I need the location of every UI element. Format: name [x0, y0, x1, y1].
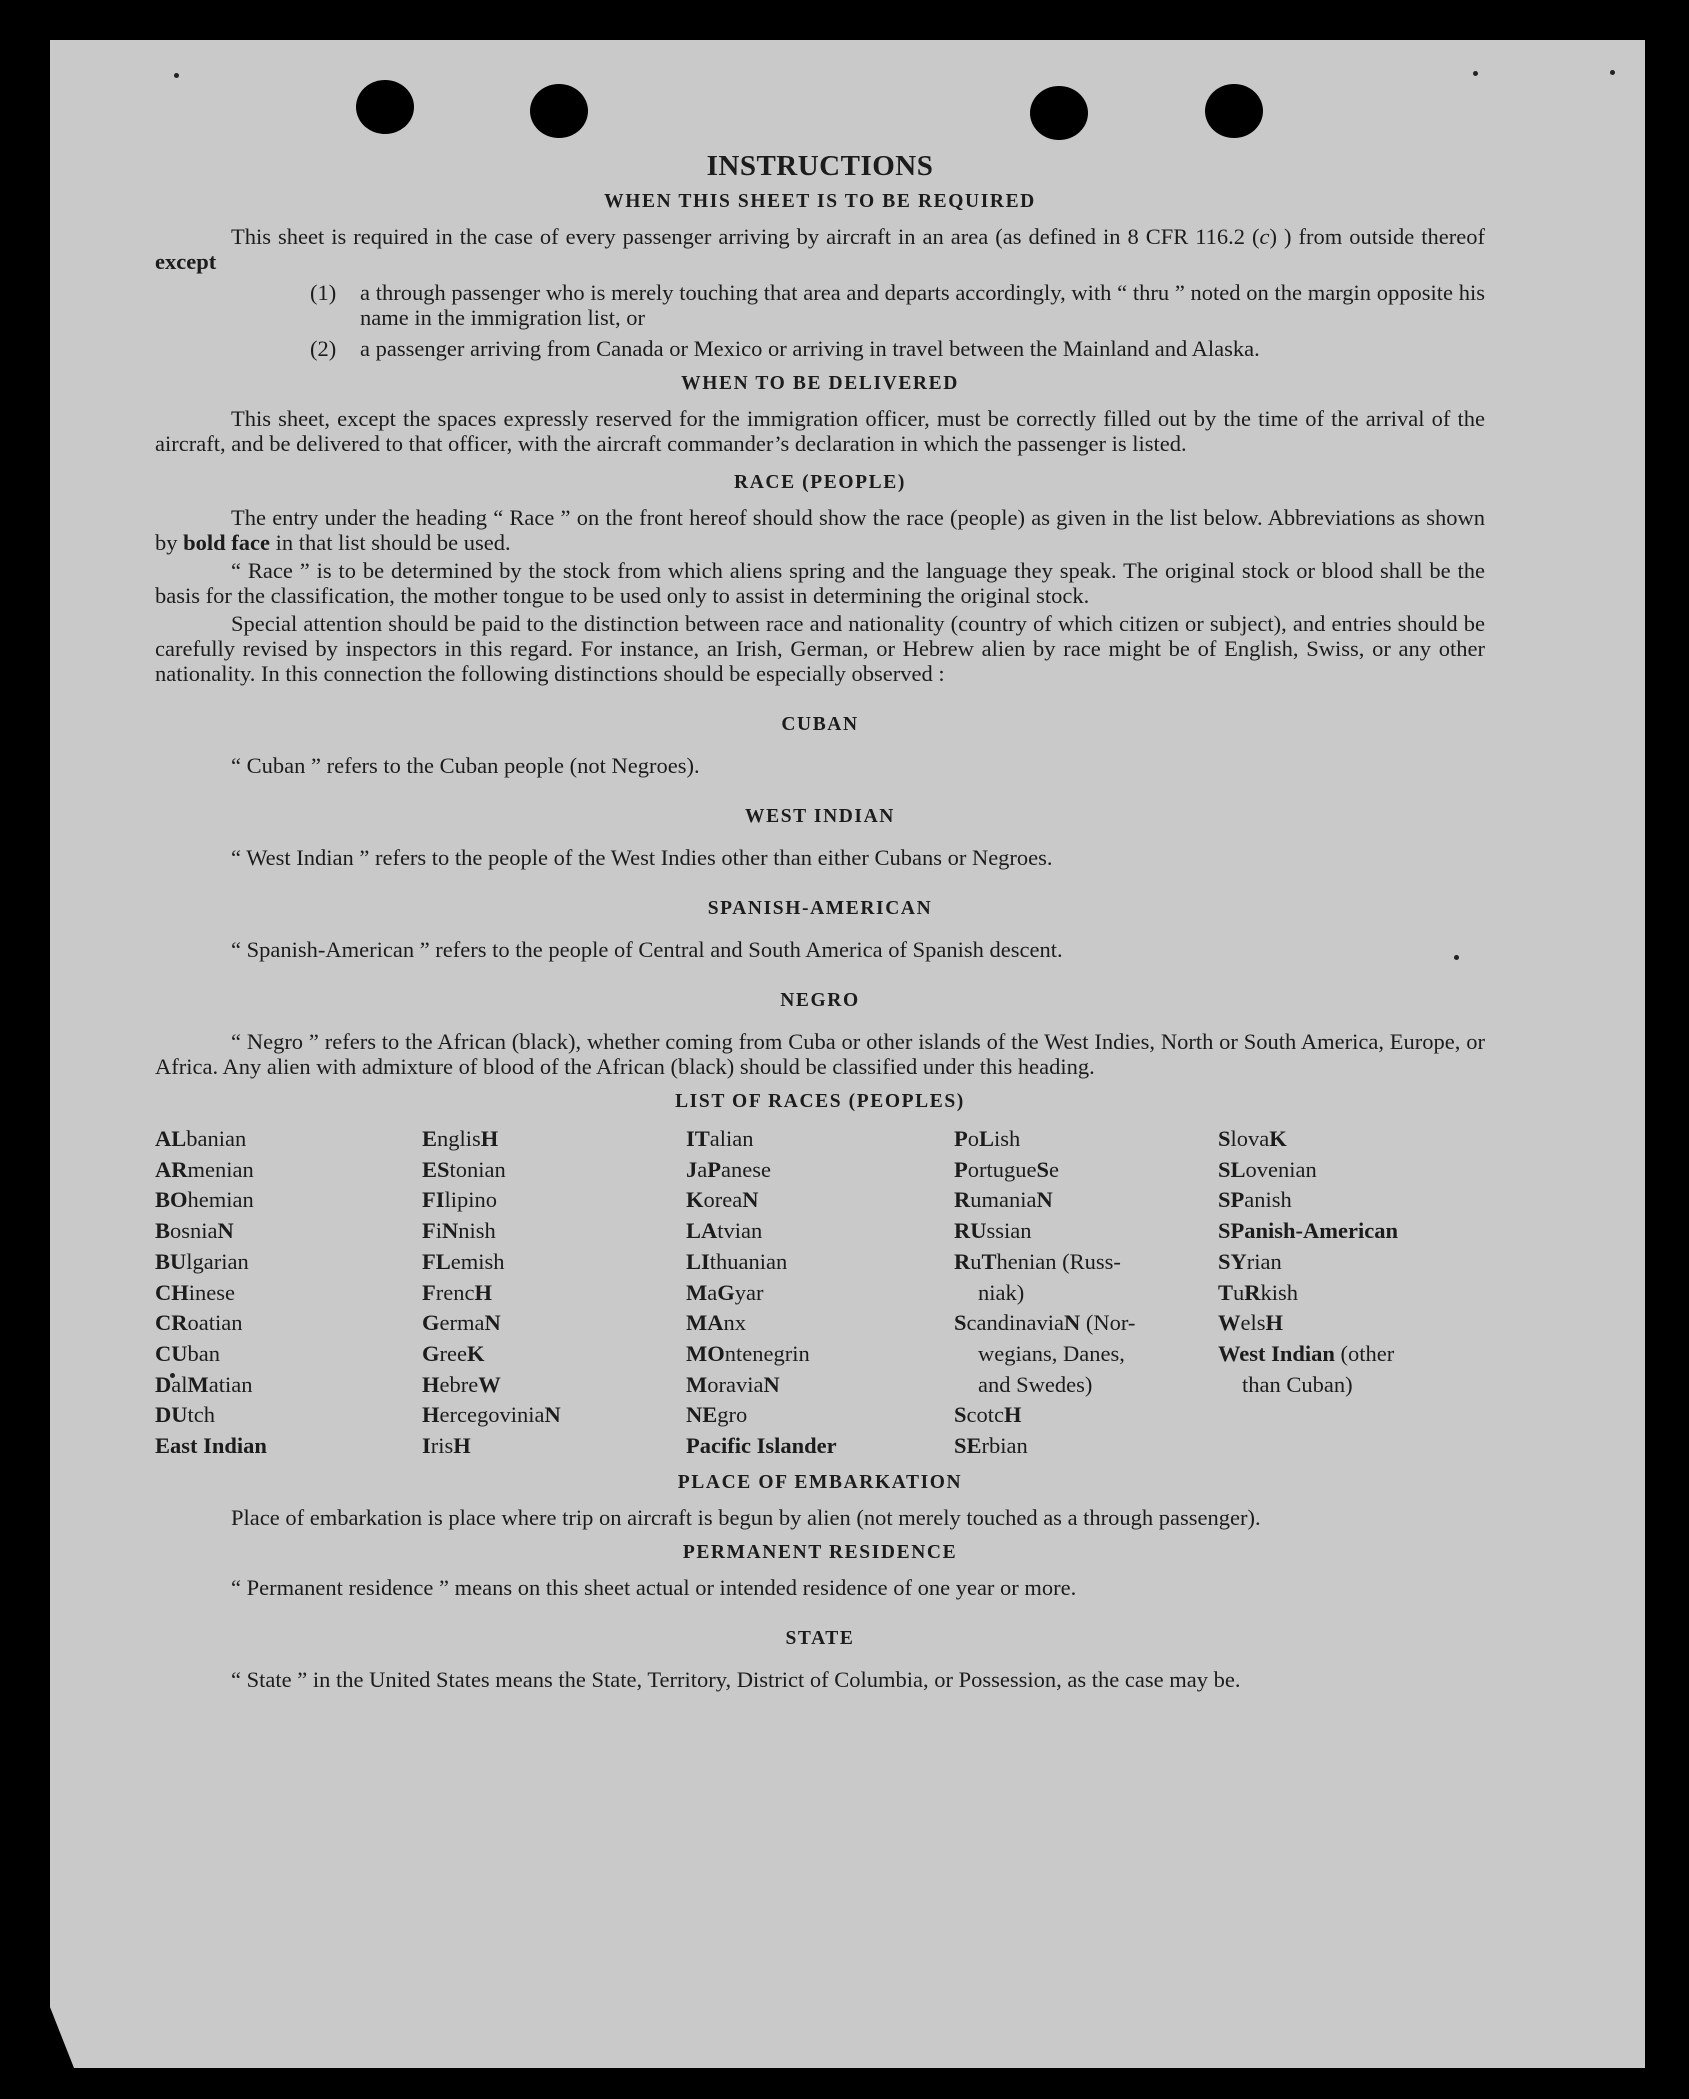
race-entry: ScandinaviaN (Nor-	[954, 1310, 1136, 1336]
race-entry: PoLish	[954, 1126, 1021, 1151]
heading-permanent-residence: PERMANENT RESIDENCE	[682, 1541, 958, 1563]
race-entry: DalMatian	[155, 1371, 253, 1397]
exception-item	[310, 336, 1485, 361]
race-entry: SErbian	[954, 1433, 1028, 1459]
race-entry: Pacific Islander	[686, 1433, 837, 1459]
race-entry: ScotcH	[954, 1402, 1022, 1428]
race-paragraph-3: Special attention should be paid to the distinction between race and nationality (country of which citizen or subject), and entries should be carefully revised by inspectors in this regard. For instance, an Irish, German, or Hebrew alien by race might be of English, Swiss, or any other nationality. In this connection the following distinctions should be especially observed :	[155, 611, 1485, 686]
heading-embarkation: PLACE OF EMBARKATION	[677, 1471, 963, 1493]
race-entry: SLovenian	[1218, 1156, 1317, 1182]
punch-hole	[530, 84, 588, 138]
race-entry: niak)	[978, 1279, 1025, 1305]
race-entry: NEgro	[686, 1402, 748, 1428]
race-entry: ARmenian	[155, 1156, 254, 1182]
race-entry: RumaniaN	[954, 1187, 1053, 1213]
heading-west-indian: WEST INDIAN	[745, 806, 895, 827]
race-entry: BUlgarian	[155, 1248, 249, 1274]
heading-cuban: CUBAN	[781, 714, 859, 735]
instructions-content	[155, 150, 1485, 1692]
race-entry: WelsH	[1218, 1310, 1284, 1336]
race-entry: MoraviaN	[686, 1371, 780, 1397]
race-entry: SPanish	[1218, 1187, 1292, 1213]
race-entry: ALbanian	[155, 1126, 247, 1151]
race-entry: MAnx	[686, 1310, 746, 1336]
race-paragraph-2: “ Race ” is to be determined by the stock from which aliens spring and the language they speak. The original stock or blood shall be the basis for the classification, the mother tongue to be used only to assist in determining the original stock.	[155, 558, 1485, 608]
exception-number: (1)	[310, 280, 337, 305]
when-required-intro: This sheet is required in the case of every passenger arriving by aircraft in an area (as defined in 8 CFR 116.2 (c) ) from outside thereof except	[155, 224, 1485, 274]
when-delivered-text: This sheet, except the spaces expressly reserved for the immigration officer, must be correctly filled out by the time of the arrival of the aircraft, and be delivered to that officer, with the aircraft commander’s declaration in which the passenger is listed.	[155, 406, 1485, 456]
race-entry: CUban	[155, 1340, 220, 1366]
embarkation-text: Place of embarkation is place where trip on aircraft is begun by alien (not merely touched as a through passenger).	[231, 1504, 1261, 1530]
race-entry: FrencH	[422, 1279, 492, 1305]
speck	[1473, 71, 1478, 76]
race-entry: PortugueSe	[954, 1156, 1059, 1182]
spanish-american-text: “ Spanish-American ” refers to the people of Central and South America of Spanish descent.	[231, 937, 1063, 962]
race-entry: FIlipino	[422, 1187, 498, 1213]
west-indian-text: “ West Indian ” refers to the people of the West Indies other than either Cubans or Negroes.	[231, 845, 1053, 870]
race-entry: RuThenian (Russ-	[954, 1248, 1121, 1274]
race-entry: MaGyar	[686, 1279, 764, 1305]
race-entry: ITalian	[686, 1126, 754, 1151]
exception-item	[310, 280, 1485, 330]
race-entry: EnglisH	[422, 1126, 499, 1151]
race-entry: and Swedes)	[978, 1371, 1093, 1397]
race-entry: LAtvian	[686, 1218, 763, 1244]
negro-text: “ Negro ” refers to the African (black), whether coming from Cuba or other islands of the West Indies, North or South America, Europe, or Africa. Any alien with admixture of blood of the African (black) should be classified under this heading.	[155, 1029, 1485, 1079]
speck	[1610, 70, 1615, 75]
race-paragraph-1: The entry under the heading “ Race ” on the front hereof should show the race (people) as given in the list below. Abbreviations as shown by bold face in that list should be used.	[155, 505, 1485, 555]
punch-hole	[1205, 84, 1263, 138]
race-entry: HebreW	[422, 1371, 501, 1397]
heading-state: STATE	[785, 1627, 855, 1649]
heading-when-required: WHEN THIS SHEET IS TO BE REQUIRED	[604, 191, 1036, 212]
exception-text: a through passenger who is merely touching that area and departs accordingly, with “ thru ” noted on the margin opposite his name in the immigration list, or	[360, 280, 1485, 330]
race-column	[422, 1124, 686, 1462]
heading-negro: NEGRO	[780, 990, 860, 1011]
race-entry: BOhemian	[155, 1187, 254, 1213]
heading-spanish-american: SPANISH-AMERICAN	[707, 898, 933, 919]
race-entry: KoreaN	[686, 1187, 759, 1213]
race-entry: FiNnish	[422, 1218, 496, 1244]
punch-hole	[1030, 86, 1088, 140]
race-entry: CHinese	[155, 1279, 235, 1305]
race-entry: TuRkish	[1218, 1279, 1299, 1305]
exception-list	[310, 280, 1485, 361]
race-entry: CRoatian	[155, 1310, 243, 1336]
race-entry: FLemish	[422, 1248, 505, 1274]
race-entry: SlovaK	[1218, 1126, 1287, 1151]
race-entry: SPanish-American	[1218, 1218, 1398, 1244]
race-entry: BosniaN	[155, 1218, 234, 1244]
race-column	[155, 1124, 422, 1462]
race-entry: IrisH	[422, 1433, 471, 1459]
exception-number: (2)	[310, 336, 337, 361]
race-entry: East Indian	[155, 1433, 267, 1459]
race-column	[1218, 1124, 1458, 1462]
race-entry: DUtch	[155, 1402, 215, 1428]
race-entry: JaPanese	[686, 1156, 771, 1182]
race-column	[686, 1124, 954, 1462]
permanent-residence-text: “ Permanent residence ” means on this sheet actual or intended residence of one year or more.	[231, 1574, 1077, 1600]
page-title: INSTRUCTIONS	[706, 150, 934, 182]
race-entry: RUssian	[954, 1218, 1032, 1244]
race-entry: MOntenegrin	[686, 1340, 810, 1366]
cuban-text: “ Cuban ” refers to the Cuban people (not Negroes).	[231, 753, 700, 778]
race-entry: SYrian	[1218, 1248, 1282, 1274]
heading-when-delivered: WHEN TO BE DELIVERED	[681, 373, 959, 394]
race-entry: HercegoviniaN	[422, 1402, 561, 1428]
heading-race: RACE (PEOPLE)	[734, 472, 906, 493]
heading-list-of-races: LIST OF RACES (PEOPLES)	[675, 1091, 965, 1112]
speck	[174, 73, 179, 78]
exception-text: a passenger arriving from Canada or Mexico or arriving in travel between the Mainland and Alaska.	[360, 336, 1260, 361]
race-entry: LIthuanian	[686, 1248, 788, 1274]
race-column	[954, 1124, 1218, 1462]
race-entry: GreeK	[422, 1340, 485, 1366]
race-list	[155, 1124, 1485, 1462]
race-entry: GermaN	[422, 1310, 501, 1336]
race-entry: West Indian (other	[1218, 1340, 1395, 1366]
state-text: “ State ” in the United States means the State, Territory, District of Columbia, or Possession, as the case may be.	[231, 1666, 1241, 1692]
race-entry: EStonian	[422, 1156, 506, 1182]
race-entry: wegians, Danes,	[978, 1340, 1125, 1366]
race-entry: than Cuban)	[1242, 1371, 1353, 1397]
punch-hole	[356, 80, 414, 134]
